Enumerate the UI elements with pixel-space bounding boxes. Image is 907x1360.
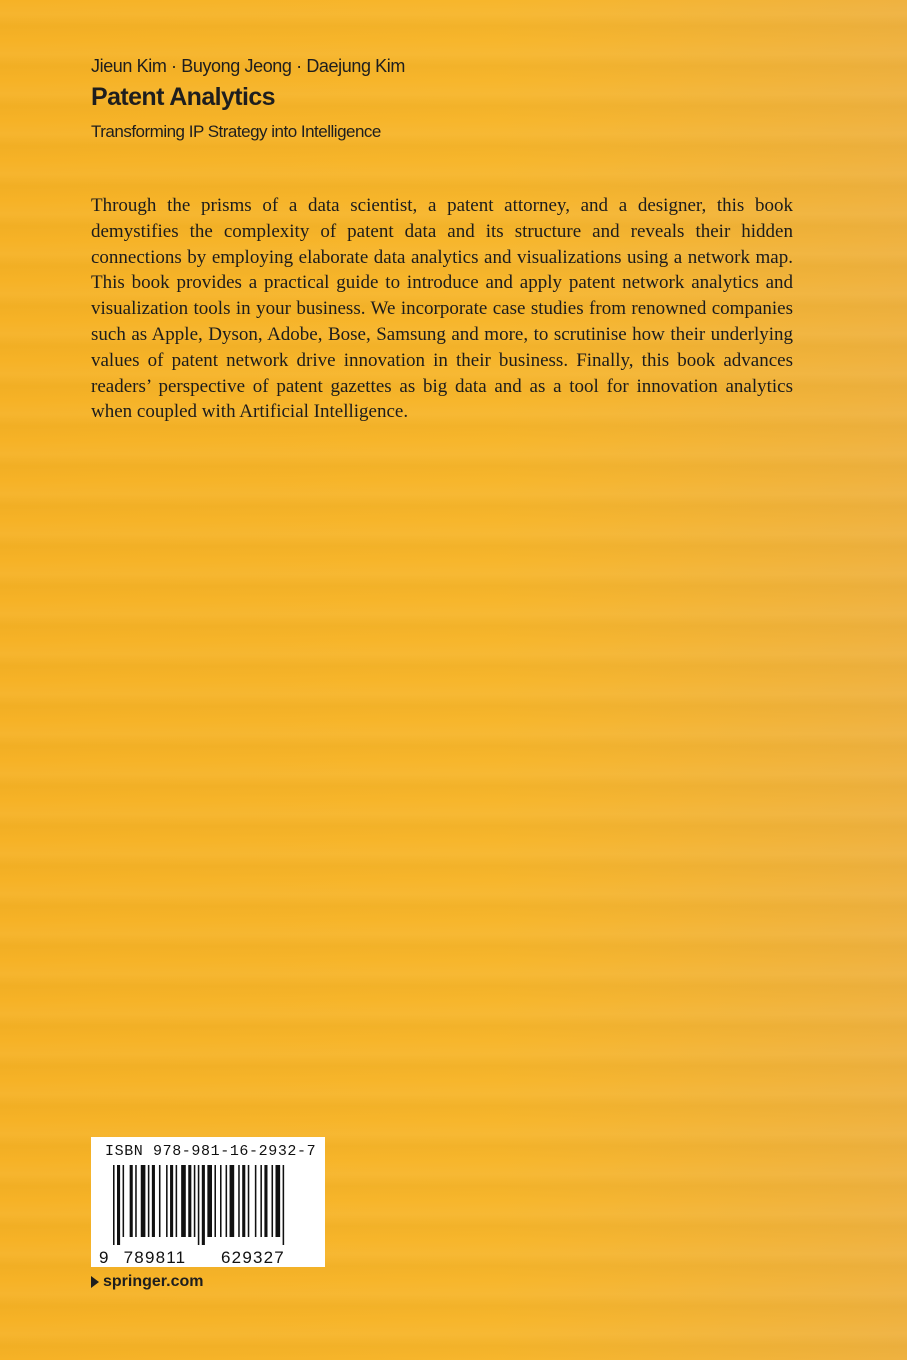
publisher-link-label: springer.com — [103, 1273, 204, 1290]
barcode-bar — [260, 1165, 262, 1237]
book-title: Patent Analytics — [91, 83, 275, 111]
barcode-bar — [152, 1165, 155, 1237]
barcode-bar — [242, 1165, 245, 1237]
barcode-bar — [276, 1165, 281, 1237]
barcode-bar — [220, 1165, 222, 1237]
publisher-link[interactable] — [91, 1273, 203, 1291]
book-description: Through the prisms of a data scientist, a patent attorney, and a designer, this book demystifies the complexity of patent data and its structure and reveals their hidden connections by employing elaborate data analytics and visualizations using a network map. This book provides a practical guide to introduce and apply patent network analytics and visualization tools in your business. We incorporate case studies from renowned companies such as Apple, Dyson, Adobe, Bose, Samsung and more, to scrutinise how their underlying values of patent network drive innovation in their business. Finally, this book advances readers’ perspective of patent gazettes as big data and as a tool for innovation analytics when coupled with Artificial Intelligence. — [91, 195, 793, 423]
barcode-bar — [214, 1165, 216, 1237]
barcode-bar — [226, 1165, 228, 1237]
barcode-bar — [135, 1165, 137, 1237]
barcode-bar — [202, 1165, 205, 1245]
barcode-bar — [123, 1165, 125, 1237]
barcode-bar — [194, 1165, 196, 1237]
barcode-bar — [198, 1165, 200, 1245]
barcode-bar — [207, 1165, 212, 1237]
barcode-bar — [141, 1165, 146, 1237]
isbn-barcode — [91, 1137, 325, 1267]
barcode-bar — [148, 1165, 150, 1237]
barcode-bar — [248, 1165, 250, 1237]
barcode-bar — [264, 1165, 267, 1237]
barcode-bar — [181, 1165, 186, 1237]
barcode-digits-left: 789811 — [123, 1248, 187, 1267]
triangle-right-icon — [91, 1276, 99, 1288]
barcode-bar — [283, 1165, 285, 1245]
barcode-bar — [176, 1165, 178, 1237]
barcode-bar — [159, 1165, 161, 1237]
barcode-bar — [272, 1165, 274, 1237]
isbn-label: ISBN 978-981-16-2932-7 — [105, 1143, 317, 1160]
barcode-image — [91, 1163, 325, 1267]
barcode-bar — [113, 1165, 115, 1245]
barcode-bar — [170, 1165, 173, 1237]
barcode-bar — [255, 1165, 257, 1237]
authors: Jieun Kim · Buyong Jeong · Daejung Kim — [91, 56, 405, 76]
barcode-bar — [130, 1165, 133, 1237]
book-subtitle: Transforming IP Strategy into Intelligence — [91, 122, 381, 141]
barcode-bar — [188, 1165, 191, 1237]
barcode-bar — [166, 1165, 168, 1237]
barcode-bar — [117, 1165, 120, 1245]
barcode-digits-right: 629327 — [221, 1248, 285, 1267]
barcode-digit-prefix: 9 — [99, 1248, 109, 1267]
barcode-bar — [230, 1165, 235, 1237]
barcode-bar — [238, 1165, 240, 1237]
